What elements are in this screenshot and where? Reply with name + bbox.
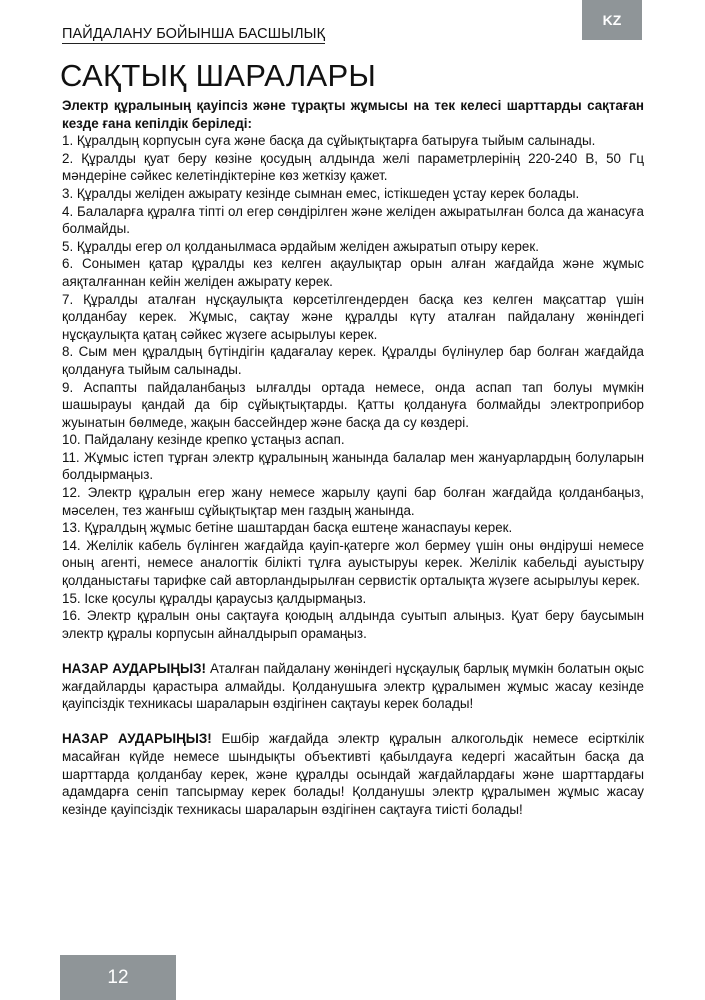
list-item: 1. Құралдың корпусын суға және басқа да сұйықтықтарға батыруға тыйым салынады. <box>62 133 596 149</box>
language-tab: KZ <box>582 0 642 40</box>
list-item: 6. Сонымен қатар құралды кез келген ақаулықтар орын алған жағдайда және жұмыс аяқталғаннан кейін желіден ажырату керек. <box>62 256 644 289</box>
paragraph-spacer <box>62 642 644 660</box>
warning-label: НАЗАР АУДАРЫҢЫЗ! <box>62 731 212 747</box>
list-item: 13. Құралдың жұмыс бетіне шаштардан басқа ештеңе жанаспауы керек. <box>62 520 513 536</box>
list-item: 14. Желілік кабель бүлінген жағдайда қауіп-қатерге жол бермеу үшін оны өндіруші немесе оның агенті, немесе аналогтік білікті тұлға ауыстыруы керек. Желілік кабельді ауыстыру қолданыстағы тарифке сай авторландырылған сервистік орталықта жүзеге асырылуы керек. <box>62 537 644 589</box>
warning-label: НАЗАР АУДАРЫҢЫЗ! <box>62 661 206 676</box>
warning-paragraph <box>62 660 644 713</box>
list-item: 8. Сым мен құралдың бүтіндігін қадағалау керек. Құралды бүлінулер бар болған жағдайда қолдануға тыйым салынады. <box>62 344 644 377</box>
page-number: 12 <box>60 955 176 1000</box>
list-item: 15. Іске қосулы құралды қараусыз қалдырмаңыз. <box>62 590 367 606</box>
list-item: 11. Жұмыс істеп тұрған электр құралының жанында балалар мен жануарлардың болуларын болдырмаңыз. <box>62 449 644 483</box>
running-header: ПАЙДАЛАНУ БОЙЫНША БАСШЫЛЫҚ <box>62 26 326 42</box>
warning-text: Ешбір жағдайда электр құралын алкогольдік немесе есірткілік масайған күйде немесе шындықты объективті қабылдауға кедергі жасайтын басқа да шарттарда қолданбау керек, және құралды осындай жағдайлардағы және шарттардағы адамдарға сеніп тапсырмау керек болады! Қолданушы электр құралымен жұмыс жасау кезінде қауіпсіздік техникасы шараларын өздігінен сақтауға тиісті болады! <box>62 731 644 817</box>
list-item: 10. Пайдалану кезінде крепко ұстаңыз аспап. <box>62 432 345 448</box>
list-item: 3. Құралды желіден ажырату кезінде сымнан емес, істікшеден ұстау керек болады. <box>62 185 580 201</box>
list-item: 12. Электр құралын егер жану немесе жарылу қаупі бар болған жағдайда қолданбаңыз, мәселен, тез жанғыш сұйықтықтар мен газдың жанында. <box>62 485 644 518</box>
safety-content <box>62 97 644 818</box>
paragraph-spacer <box>62 713 644 731</box>
warning-paragraph <box>62 730 644 818</box>
list-item: 7. Құралды аталған нұсқаулықта көрсетілгендерден басқа кез келген мақсаттар үшін қолданбау керек. Жұмыс, сақтау және құралды күту аталған пайдалану жөніндегі нұсқаулықта қатаң сәйкес жүзеге асырылуы керек. <box>62 291 644 342</box>
list-item: 16. Электр құралын оны сақтауға қоюдың алдында суытып алыңыз. Қуат беру баусымын электр құралы корпусын айналдырып орамаңыз. <box>62 608 644 641</box>
list-item: 2. Құралды қуат беру көзіне қосудың алдында желі параметрлерінің 220-240 В, 50 Гц мәндеріне сәйкес келетіндіктеріне көз жеткізу қажет. <box>62 150 644 184</box>
intro-paragraph: Электр құралының қауіпсіз және тұрақты жұмысы на тек келесі шарттарды сақтаған кезде ғана кепілдік беріледі: <box>62 98 644 131</box>
list-item: 4. Балаларға құралға тіпті ол егер сөндірілген және желіден ажыратылған болса да жанасуға болмайды. <box>62 203 644 237</box>
page-title: САҚТЫҚ ШАРАЛАРЫ <box>60 58 377 93</box>
list-item: 5. Құралды егер ол қолданылмаса әрдайым желіден ажыратып отыру керек. <box>62 238 539 254</box>
warning-text: Аталған пайдалану жөніндегі нұсқаулық барлық мүмкін болатын оқыс жағдайларды қарастыра алмайды. Қолданушыға электр құралымен жұмыс жасау кезінде қауіпсіздік техникасы шараларын өздігінен сақтауы керек болады! <box>62 661 644 712</box>
list-item: 9. Аспапты пайдаланбаңыз ылғалды ортада немесе, онда аспап тап болуы мүмкін шашырауы қандай да бір сұйықтықтарды. Қатты қолдануға болмайды электроприбор жуынатын бөлмеде, жақын бассейндер және басқа да су көздері. <box>62 379 644 430</box>
